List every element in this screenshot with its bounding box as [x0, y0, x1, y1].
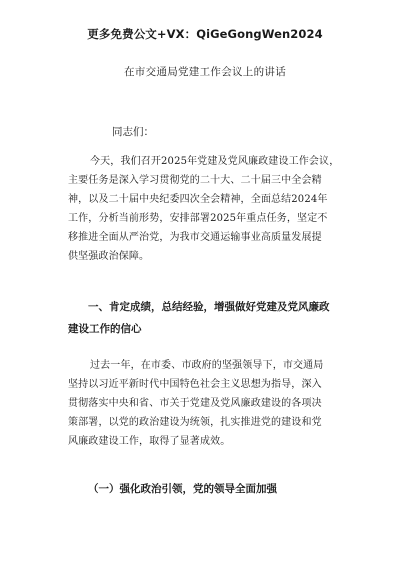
heading-line: 一、肯定成绩，总结经验，增强做好党建及党风廉政 [88, 301, 330, 313]
paragraph-line: 风廉政建设工作，取得了显著成效。 [68, 436, 231, 447]
paragraph-line: 主要任务是深入学习贯彻党的二十大、二十届三中全会精 [68, 175, 322, 186]
paragraph-line: 策部署，以党的政治建设为统领，扎实推进党的建设和党 [68, 417, 322, 428]
section-heading-2 [68, 478, 358, 500]
heading-line: （一）强化政治引领，党的领导全面加强 [88, 483, 277, 495]
section-heading-1 [68, 296, 358, 340]
paragraph-line: 神，以及二十届中央纪委四次全会精神，全面总结2024年 [68, 194, 328, 205]
paragraph-line: 供坚强政治保障。 [68, 251, 150, 262]
paragraph-line: 贯彻落实中央和省、市关于党建及党风廉政建设的各项决 [68, 398, 322, 409]
paragraph-review [68, 356, 350, 451]
paragraph-line: 过去一年，在市委、市政府的坚强领导下，市交通局 [90, 360, 324, 371]
paragraph-line: 坚持以习近平新时代中国特色社会主义思想为指导，深入 [68, 379, 322, 390]
paragraph-line: 今天，我们召开2025年党建及党风廉政建设工作会议， [90, 156, 340, 167]
salutation: 同志们： [112, 126, 154, 138]
paragraph-line: 工作，分析当前形势，安排部署2025年重点任务，坚定不 [68, 213, 328, 224]
watermark-header: 更多免费公文+VX：QiGeGongWen2024 [87, 27, 323, 41]
heading-line: 建设工作的信心 [68, 323, 142, 335]
paragraph-line: 移推进全面从严治党，为我市交通运输事业高质量发展提 [68, 232, 322, 243]
document-title: 在市交通局党建工作会议上的讲话 [124, 66, 286, 78]
paragraph-opening [68, 152, 350, 266]
